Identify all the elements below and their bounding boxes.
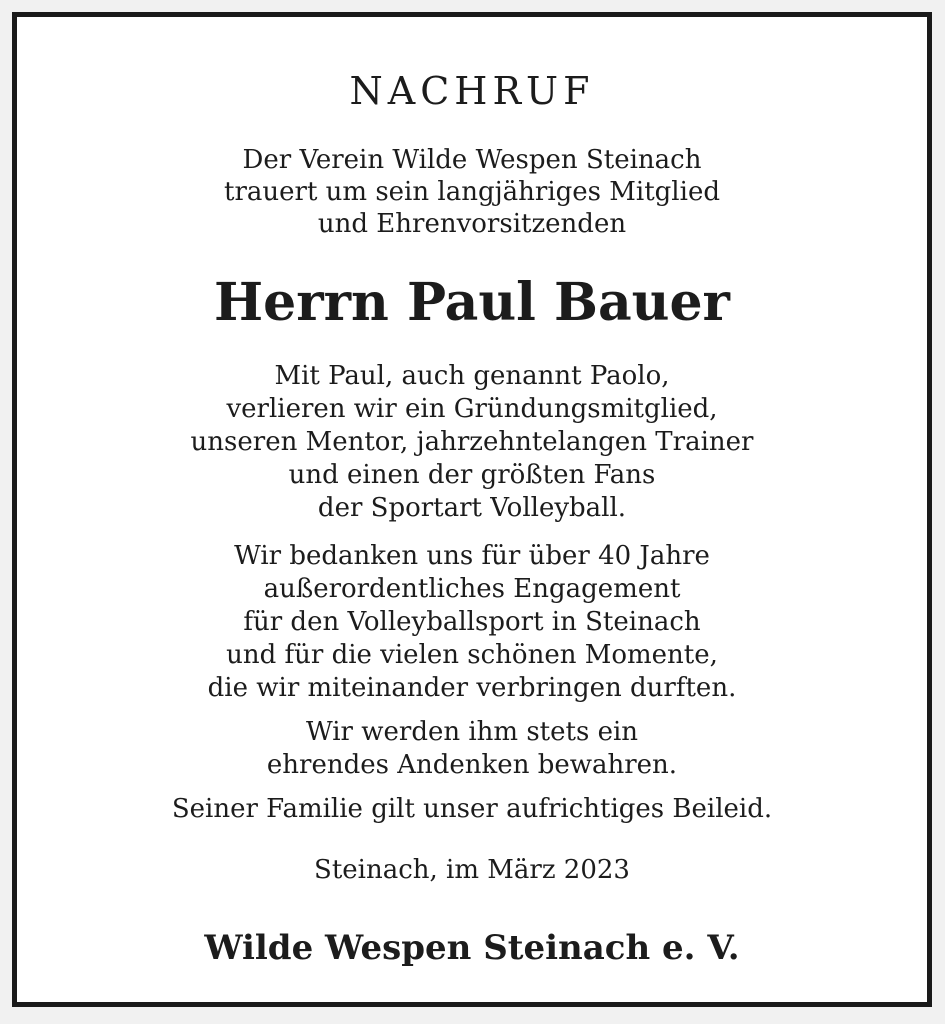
deceased-name: Herrn Paul Bauer (214, 272, 730, 333)
paragraph-remembrance (17, 716, 927, 782)
signature: Wilde Wespen Steinach e. V. (204, 928, 740, 968)
paragraph-line: außerordentliches Engagement (263, 574, 681, 604)
paragraph-condolence: Seiner Familie gilt unser aufrichtiges Beileid. (171, 794, 773, 824)
paragraph-line: Wir werden ihm stets ein (305, 717, 639, 747)
paragraph-line: Mit Paul, auch genannt Paolo, (274, 361, 670, 391)
paragraph-line: und für die vielen schönen Momente, (226, 640, 718, 670)
paragraph-line: verlieren wir ein Gründungsmitglied, (226, 394, 718, 424)
notice-content (17, 17, 927, 1002)
paragraph-line: der Sportart Volleyball. (317, 493, 627, 523)
date-line: Steinach, im März 2023 (314, 855, 630, 885)
paragraph-line: ehrendes Andenken bewahren. (266, 750, 678, 780)
paragraph-line: für den Volleyballsport in Steinach (243, 607, 701, 637)
paragraph-line: und einen der größten Fans (288, 460, 656, 490)
paragraph-line: Wir bedanken uns für über 40 Jahre (234, 541, 710, 571)
paragraph-tribute (17, 360, 927, 525)
paragraph-thanks (17, 540, 927, 705)
intro-line: Der Verein Wilde Wespen Steinach (242, 145, 702, 175)
intro-text (17, 144, 927, 240)
obituary-notice (12, 12, 932, 1007)
notice-heading: NACHRUF (349, 69, 595, 113)
intro-line: trauert um sein langjähriges Mitglied (224, 177, 720, 207)
paragraph-line: unseren Mentor, jahrzehntelangen Trainer (190, 427, 754, 457)
intro-line: und Ehrenvorsitzenden (317, 209, 627, 239)
paragraph-line: die wir miteinander verbringen durften. (207, 673, 737, 703)
